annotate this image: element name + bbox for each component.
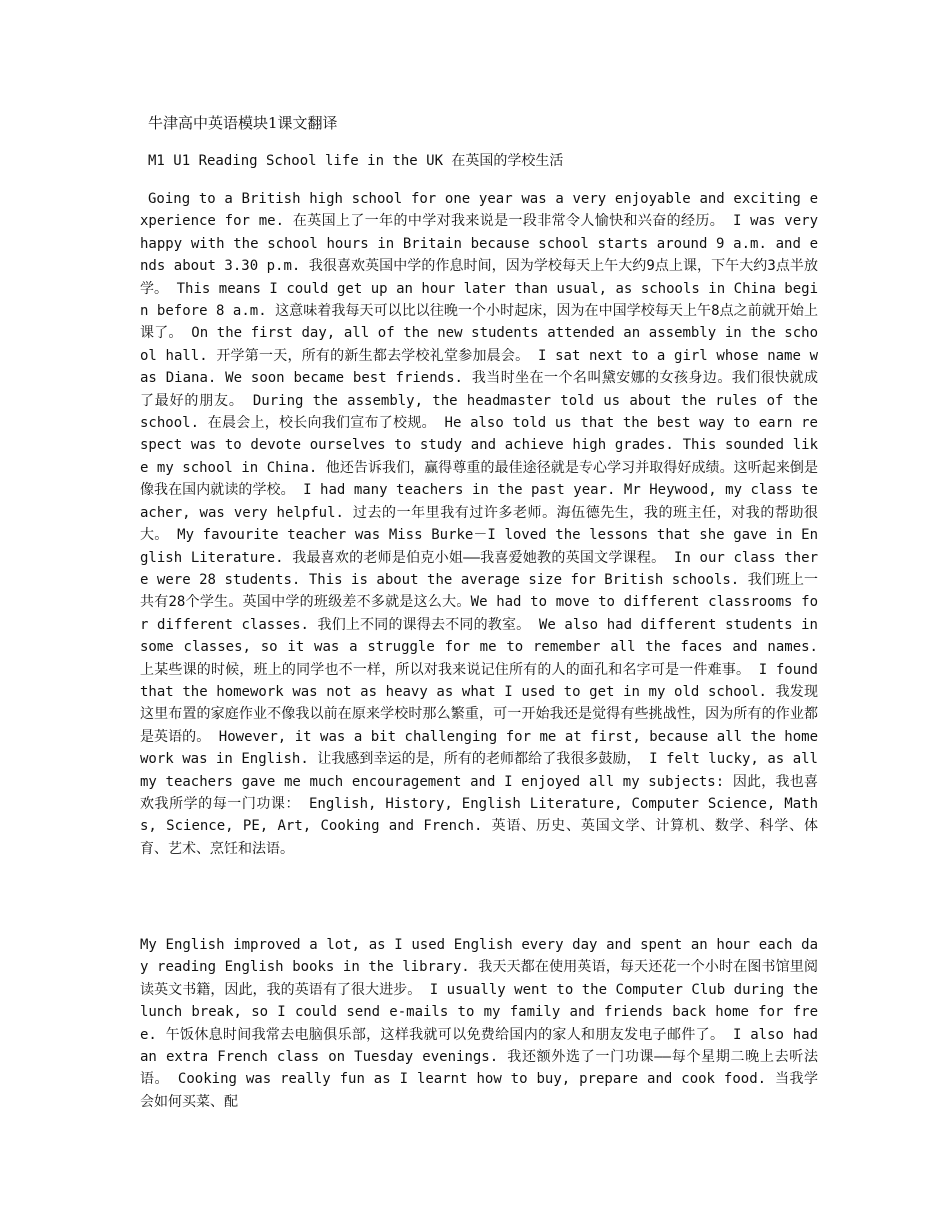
paragraph-2: My English improved a lot, as I used English every day and spent an hour each day reading English books in the library. 我天天都在使用英语，每天还花一个小时在图书馆里阅读英文书籍，因此，我的英语有了很大进步。 I usually went to the Computer Club during the lunch break, so I could send e-mails to my family and friends back home for free. 午饭休息时间我常去电脑俱乐部，这样我就可以免费给国内的家人和朋友发电子邮件了。 I also had an extra French class on Tuesday evenings. 我还额外选了一门功课——每个星期二晚上去听法语。 Cooking was really fun as I learnt how to buy, prepare and cook food. 当我学会如何买菜、配	[140, 937, 818, 1110]
document-subtitle: M1 U1 Reading School life in the UK 在英国的学校生活	[148, 153, 564, 169]
document-title: 牛津高中英语模块1课文翻译	[148, 114, 338, 132]
paragraph-1: Going to a British high school for one year was a very enjoyable and exciting experience for me. 在英国上了一年的中学对我来说是一段非常令人愉快和兴奋的经历。 I was very happy with the school hours in Britain because school starts around 9 a.m. and ends about 3.30 p.m. 我很喜欢英国中学的作息时间，因为学校每天上午大约9点上课，下午大约3点半放学。 This means I could get up an hour later than usual, as schools in China begin before 8 a.m. 这意味着我每天可以比以往晚一个小时起床，因为在中国学校每天上午8点之前就开始上课了。 On the first day, all of the new students attended an assembly in the school hall. 开学第一天，所有的新生都去学校礼堂参加晨会。 I sat next to a girl whose name was Diana. We soon became best friends. 我当时坐在一个名叫黛安娜的女孩身边。我们很快就成了最好的朋友。 During the assembly, the headmaster told us about the rules of the school. 在晨会上，校长向我们宣布了校规。 He also told us that the best way to earn respect was to devote ourselves to study and achieve high grades. This sounded like my school in China. 他还告诉我们，赢得尊重的最佳途径就是专心学习并取得好成绩。这听起来倒是像我在国内就读的学校。 I had many teachers in the past year. Mr Heywood, my class teacher, was very helpful. 过去的一年里我有过许多老师。海伍德先生，我的班主任，对我的帮助很大。 My favourite teacher was Miss Burke－I loved the lessons that she gave in English Literature. 我最喜欢的老师是伯克小姐——我喜爱她教的英国文学课程。 In our class there were 28 students. This is about the average size for British schools. 我们班上一共有28个学生。英国中学的班级差不多就是这么大。We had to move to different classrooms for different classes. 我们上不同的课得去不同的教室。 We also had different students in some classes, so it was a struggle for me to remember all the faces and names. 上某些课的时候，班上的同学也不一样，所以对我来说记住所有的人的面孔和名字可是一件难事。 I found that the homework was not as heavy as what I used to get in my old school. 我发现这里布置的家庭作业不像我以前在原来学校时那么繁重，可一开始我还是觉得有些挑战性，因为所有的作业都是英语的。 However, it was a bit challenging for me at first, because all the homework was in English. 让我感到幸运的是，所有的老师都给了我很多鼓励， I felt lucky, as all my teachers gave me much encouragement and I enjoyed all my subjects: 因此，我也喜欢我所学的每一门功课： English, History, English Literature, Computer Science, Maths, Science, PE, Art, Cooking and French. 英语、历史、英国文学、计算机、数学、科学、体育、艺术、烹饪和法语。	[140, 191, 818, 857]
document-page	[140, 112, 818, 1110]
